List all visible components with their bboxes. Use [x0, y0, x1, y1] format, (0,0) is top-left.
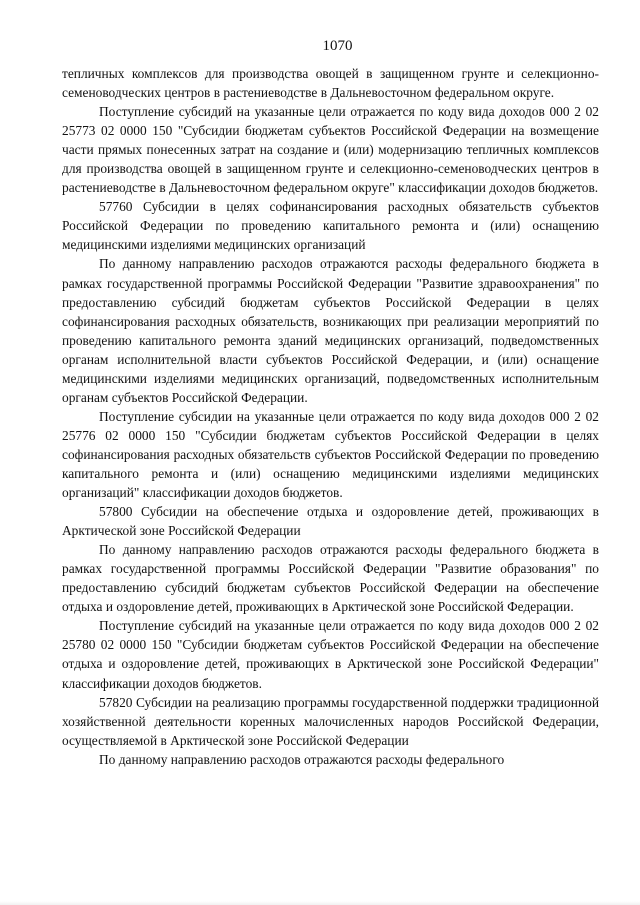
paragraph-expenses-57760: По данному направлению расходов отражаются расходы федерального бюджета в рамках государственной программы Российской Федерации "Развитие здравоохранения" по предоставлению субсидий бюджетам субъектов Российской Федерации в целях софинансирования расходных обязательств, возникающих при реализации мероприятий по проведению капитального ремонта зданий медицинских организаций, подведомственных органам исполнительной власти субъектов Российской Федерации, и (или) оснащение медицинскими изделиями медицинских организаций, подведомственных исполнительным органам субъектов Российской Федерации. [62, 256, 599, 405]
page-number: 1070 [322, 38, 353, 54]
paragraph-heading-57800: 57800 Субсидии на обеспечение отдыха и оздоровление детей, проживающих в Арктической зоне Российской Федерации [62, 504, 599, 539]
page-bottom-edge [0, 901, 640, 905]
paragraph-revenue-code-25780: Поступление субсидий на указанные цели отражается по коду вида доходов 000 2 02 25780 02 0000 150 "Субсидии бюджетам субъектов Российской Федерации на обеспечение отдыха и оздоровление детей, проживающих в Арктической зоне Российской Федерации" классификации доходов бюджетов. [62, 618, 599, 691]
paragraph-revenue-code-25776: Поступление субсидии на указанные цели отражается по коду вида доходов 000 2 02 25776 02 0000 150 "Субсидии бюджетам субъектов Российской Федерации в целях софинансирования расходных обязательств субъектов Российской Федерации по проведению капитального ремонта и (или) оснащению медицинскими изделиями медицинских организаций" классификации доходов бюджетов. [62, 408, 599, 501]
paragraph-expenses-57800: По данному направлению расходов отражаются расходы федерального бюджета в рамках государственной программы Российской Федерации "Развитие образования" по предоставлению субсидий бюджетам субъектов Российской Федерации на обеспечение отдыха и оздоровление детей, проживающих в Арктической зоне Российской Федерации. [62, 542, 599, 615]
paragraph-revenue-code-25773: Поступление субсидий на указанные цели отражается по коду вида доходов 000 2 02 25773 02 0000 150 "Субсидии бюджетам субъектов Российской Федерации на возмещение части прямых понесенных затрат на создание и (или) модернизацию тепличных комплексов для производства овощей в защищенном грунте и селекционно-семеноводческих центров в растениеводстве в Дальневосточном федеральном округе" классификации доходов бюджетов. [62, 104, 599, 196]
paragraph-expenses-57820: По данному направлению расходов отражаются расходы федерального [99, 751, 505, 767]
paragraph-heading-57760: 57760 Субсидии в целях софинансирования расходных обязательств субъектов Российской Федерации по проведению капитального ремонта и (или) оснащению медицинскими изделиями медицинских организаций [62, 199, 599, 253]
paragraph-heading-57820: 57820 Субсидии на реализацию программы государственной поддержки традиционной хозяйственной деятельности коренных малочисленных народов Российской Федерации, осуществляемой в Арктической зоне Российской Федерации [62, 694, 599, 748]
paragraph-continuation: тепличных комплексов для производства овощей в защищенном грунте и селекционно-семеноводческих центров в растениеводстве в Дальневосточном федеральном округе. [62, 66, 599, 101]
